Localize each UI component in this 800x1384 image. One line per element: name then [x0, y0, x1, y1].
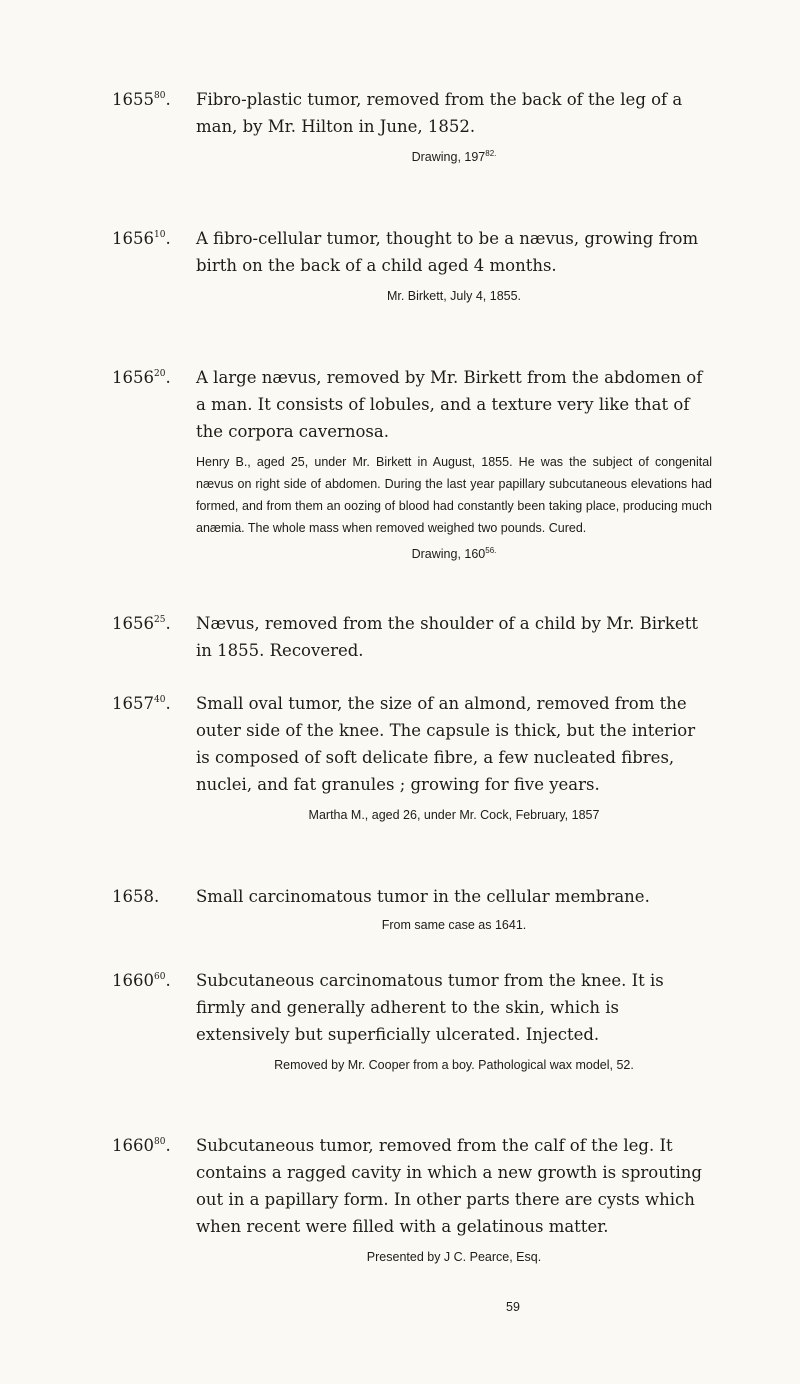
- entry-text: Subcutaneous carcinomatous tumor from the knee. It is firmly and generally adherent to the skin, which is extensively but superficially ulcerated. Injected.: [196, 971, 664, 1044]
- entry-text: A fibro-cellular tumor, thought to be a nævus, growing from birth on the back of a child aged 4 months.: [196, 229, 699, 275]
- specimen-number: 1658.: [112, 887, 160, 906]
- entry-text: Small oval tumor, the size of an almond, removed from the outer side of the knee. The capsule is thick, but the interior is composed of soft delicate fibre, a few nucleated fibres, nuclei, and fat granules ; growing for five years.: [196, 694, 696, 794]
- entry-reference: Removed by Mr. Cooper from a boy. Pathological wax model, 52.: [274, 1058, 634, 1072]
- entry-text: Small carcinomatous tumor in the cellular membrane.: [196, 887, 650, 906]
- specimen-number: 1657$^{40}$.: [112, 694, 171, 713]
- specimen-number: 1656$^{10}$.: [112, 229, 171, 248]
- entry-description: [112, 610, 712, 664]
- entry-description: [112, 690, 712, 798]
- catalogue-entry-1656-20: [112, 364, 712, 565]
- specimen-number: 1656$^{20}$.: [112, 368, 171, 387]
- page-number: 59: [506, 1300, 520, 1314]
- entry-description: [112, 883, 712, 910]
- entry-text: Subcutaneous tumor, removed from the calf of the leg. It contains a ragged cavity in which a new growth is sprouting out in a papillary form. In other parts there are cysts which when recent were filled with a gelatinous matter.: [196, 1136, 702, 1236]
- entry-description: [112, 967, 712, 1048]
- entry-description: [112, 1132, 712, 1240]
- specimen-number: 1655$^{80}$.: [112, 90, 171, 109]
- entry-reference: Martha M., aged 26, under Mr. Cock, February, 1857: [308, 808, 600, 822]
- entry-description: [112, 225, 712, 279]
- entry-reference: Presented by J C. Pearce, Esq.: [366, 1250, 542, 1264]
- entry-description: [112, 86, 712, 140]
- entry-text: Fibro-plastic tumor, removed from the back of the leg of a man, by Mr. Hilton in June, 1852.: [196, 90, 683, 136]
- entry-description: [112, 364, 712, 445]
- entry-reference: Mr. Birkett, July 4, 1855.: [386, 289, 522, 303]
- catalogue-entry-1656-10: [112, 225, 712, 307]
- entry-text: A large nævus, removed by Mr. Birkett from the abdomen of a man. It consists of lobules, and a texture very like that of the corpora cavernosa.: [196, 368, 703, 441]
- entry-reference: From same case as 1641.: [381, 918, 527, 932]
- catalogue-entry-1660-80: [112, 1132, 712, 1268]
- catalogue-entry-1657-40: [112, 690, 712, 826]
- entry-text: Nævus, removed from the shoulder of a child by Mr. Birkett in 1855. Recovered.: [196, 614, 698, 660]
- entry-reference: Drawing, $160^{56.}$: [411, 546, 497, 561]
- specimen-number: 1660$^{60}$.: [112, 971, 171, 990]
- catalogue-entry-1656-25: [112, 610, 712, 664]
- specimen-number: 1656$^{25}$.: [112, 614, 171, 633]
- catalogue-entry-1658: [112, 883, 712, 936]
- catalogue-entry-1655-80: [112, 86, 712, 168]
- entry-reference: Drawing, $197^{82.}$: [411, 149, 497, 164]
- specimen-number: 1660$^{80}$.: [112, 1136, 171, 1155]
- catalogue-entry-1660-60: [112, 967, 712, 1076]
- case-note: Henry B., aged 25, under Mr. Birkett in August, 1855. He was the subject of congenital nævus on right side of abdomen. During the last year papillary subcutaneous elevations had formed, and from them an oozing of blood had constantly been taking place, producing much anæmia. The whole mass when removed weighed two pounds. Cured.: [196, 455, 712, 535]
